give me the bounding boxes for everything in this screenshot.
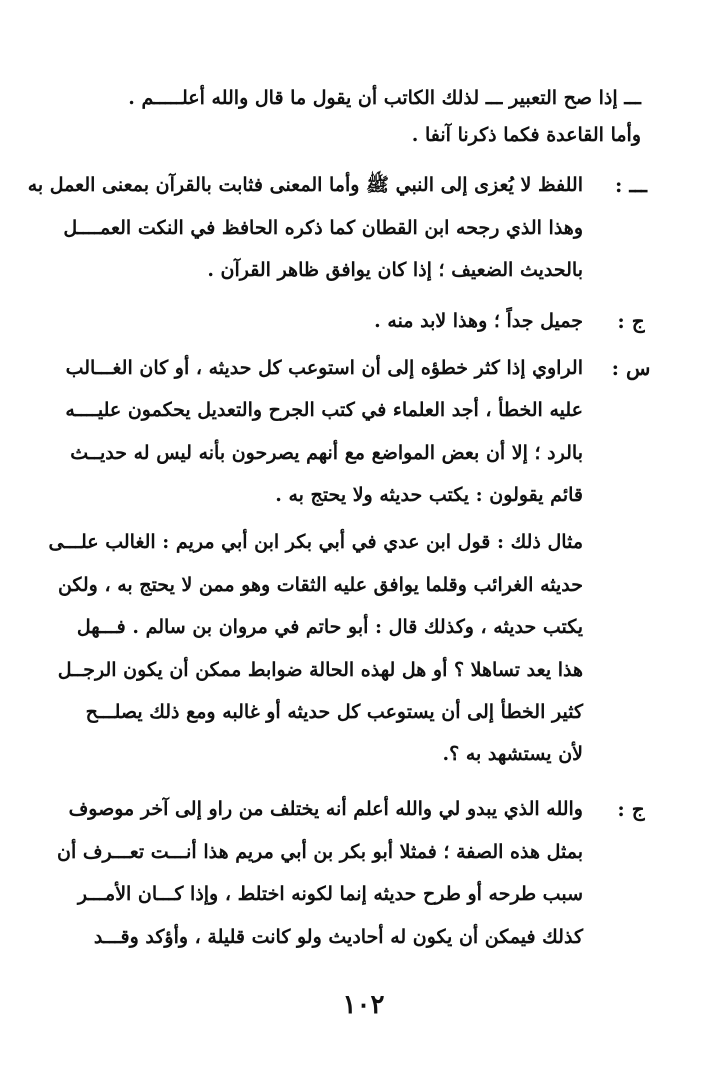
- paragraph-label: ج :: [617, 797, 645, 821]
- text-line: كذلك فيمكن أن يكون له أحاديث ولو كانت قليلة ، وأؤكد وقـــد: [93, 926, 583, 948]
- text-line: قائم يقولون : يكتب حديثه ولا يحتج به .: [275, 484, 583, 506]
- page-number: ١٠٢: [342, 990, 385, 1020]
- text-line: جميل جداً ؛ وهذا لابد منه .: [374, 310, 583, 332]
- text-line: عليه الخطأ ، أجد العلماء في كتب الجرح والتعديل يحكمون عليــــه: [65, 399, 583, 421]
- text-line: سبب طرحه أو طرح حديثه إنما لكونه اختلط ، وإذا كـــان الأمـــر: [77, 883, 583, 905]
- paragraph-label: س :: [611, 356, 651, 380]
- text-line: لأن يستشهد به ؟.: [442, 743, 583, 765]
- text-line: يكتب حديثه ، وكذلك قال : أبو حاتم في مروان بن سالم . فـــهل: [76, 616, 583, 638]
- text-line: والله الذي يبدو لي والله أعلم أنه يختلف من راو إلى آخر موصوف: [68, 798, 583, 820]
- paragraph-label: ج :: [617, 309, 645, 333]
- text-line: ـــ إذا صح التعبير ـــ لذلك الكاتب أن يقول ما قال والله أعلـــــم .: [128, 87, 641, 109]
- text-line: هذا يعد تساهلا ؟ أو هل لهذه الحالة ضوابط ممكن أن يكون الرجــل: [57, 659, 583, 681]
- text-line: مثال ذلك : قول ابن عدي في أبي بكر ابن أبي مريم : الغالب علـــى: [48, 531, 583, 553]
- text-line: بالرد ؛ إلا أن بعض المواضع مع أنهم يصرحون بأنه ليس له حديــث: [70, 442, 583, 464]
- text-line: بالحديث الضعيف ؛ إذا كان يوافق ظاهر القرآن .: [207, 259, 583, 281]
- text-line: اللفظ لا يُعزى إلى النبي ﷺ وأما المعنى فثابت بالقرآن بمعنى العمل به: [27, 174, 583, 196]
- text-line: بمثل هذه الصفة ؛ فمثلا أبو بكر بن أبي مريم هذا أنـــت تعـــرف أن: [56, 841, 583, 863]
- paragraph-label: ـــ :: [615, 173, 647, 197]
- text-line: كثير الخطأ إلى أن يستوعب كل حديثه أو غالبه ومع ذلك يصلـــح: [85, 701, 583, 723]
- text-line: وأما القاعدة فكما ذكرنا آنفا .: [411, 124, 641, 146]
- text-line: حديثه الغرائب وقلما يوافق عليه الثقات وهو ممن لا يحتج به ، ولكن: [57, 574, 583, 596]
- text-line: الراوي إذا كثر خطؤه إلى أن استوعب كل حديثه ، أو كان الغـــالب: [65, 357, 583, 379]
- text-line: وهذا الذي رجحه ابن القطان كما ذكره الحافظ في النكت العمــــل: [63, 217, 583, 239]
